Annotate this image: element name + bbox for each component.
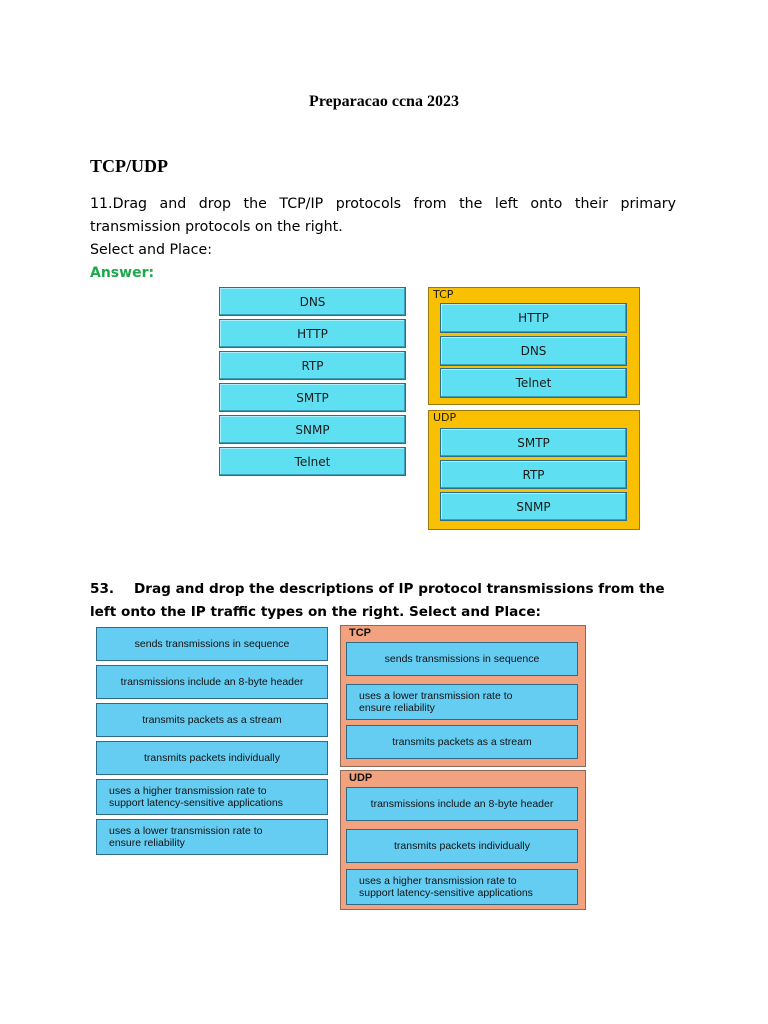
- question-11-line-1: 11.Drag and drop the TCP/IP protocols from the left onto their primary: [90, 196, 676, 212]
- question-53-line-1: Drag and drop the descriptions of IP protocol transmissions from the: [134, 581, 665, 597]
- q53-tcp-item[interactable]: uses a lower transmission rate to ensure reliability: [346, 684, 578, 720]
- question-11-text: [90, 193, 676, 262]
- q11-left-item[interactable]: HTTP: [219, 319, 406, 348]
- q53-udp-item[interactable]: transmissions include an 8-byte header: [346, 787, 578, 821]
- q11-left-item[interactable]: SMTP: [219, 383, 406, 412]
- q11-left-item[interactable]: Telnet: [219, 447, 406, 476]
- q53-tcp-item[interactable]: sends transmissions in sequence: [346, 642, 578, 676]
- q11-tcp-item[interactable]: Telnet: [440, 368, 627, 398]
- q53-left-item[interactable]: transmits packets individually: [96, 741, 328, 775]
- question-11-line-2: transmission protocols on the right.: [90, 219, 343, 235]
- q53-left-item[interactable]: transmits packets as a stream: [96, 703, 328, 737]
- q11-left-item[interactable]: RTP: [219, 351, 406, 380]
- q53-udp-label: UDP: [349, 772, 373, 784]
- q53-left-item[interactable]: uses a lower transmission rate to ensure reliability: [96, 819, 328, 855]
- q53-udp-item[interactable]: uses a higher transmission rate to support latency-sensitive applications: [346, 869, 578, 905]
- q53-tcp-label: TCP: [349, 627, 371, 639]
- q11-udp-label: UDP: [433, 411, 457, 424]
- q11-udp-item[interactable]: SNMP: [440, 492, 627, 521]
- section-heading: TCP/UDP: [90, 156, 168, 176]
- question-53-line-2: left onto the IP traffic types on the right. Select and Place:: [90, 604, 541, 620]
- q11-udp-item[interactable]: SMTP: [440, 428, 627, 457]
- question-53-number: 53.: [90, 581, 115, 597]
- q11-left-item[interactable]: DNS: [219, 287, 406, 316]
- q53-left-item[interactable]: sends transmissions in sequence: [96, 627, 328, 661]
- q11-left-item[interactable]: SNMP: [219, 415, 406, 444]
- q11-tcp-item[interactable]: HTTP: [440, 303, 627, 333]
- q53-left-item[interactable]: uses a higher transmission rate to support latency-sensitive applications: [96, 779, 328, 815]
- question-11-instruction: Select and Place:: [90, 242, 212, 258]
- document-title: Preparacao ccna 2023: [309, 93, 459, 110]
- q53-udp-item[interactable]: transmits packets individually: [346, 829, 578, 863]
- q53-tcp-item[interactable]: transmits packets as a stream: [346, 725, 578, 759]
- q11-udp-item[interactable]: RTP: [440, 460, 627, 489]
- q53-left-item[interactable]: transmissions include an 8-byte header: [96, 665, 328, 699]
- question-53-text: [90, 578, 680, 624]
- q11-tcp-label: TCP: [433, 288, 454, 301]
- q11-tcp-item[interactable]: DNS: [440, 336, 627, 366]
- answer-label: Answer:: [90, 265, 155, 281]
